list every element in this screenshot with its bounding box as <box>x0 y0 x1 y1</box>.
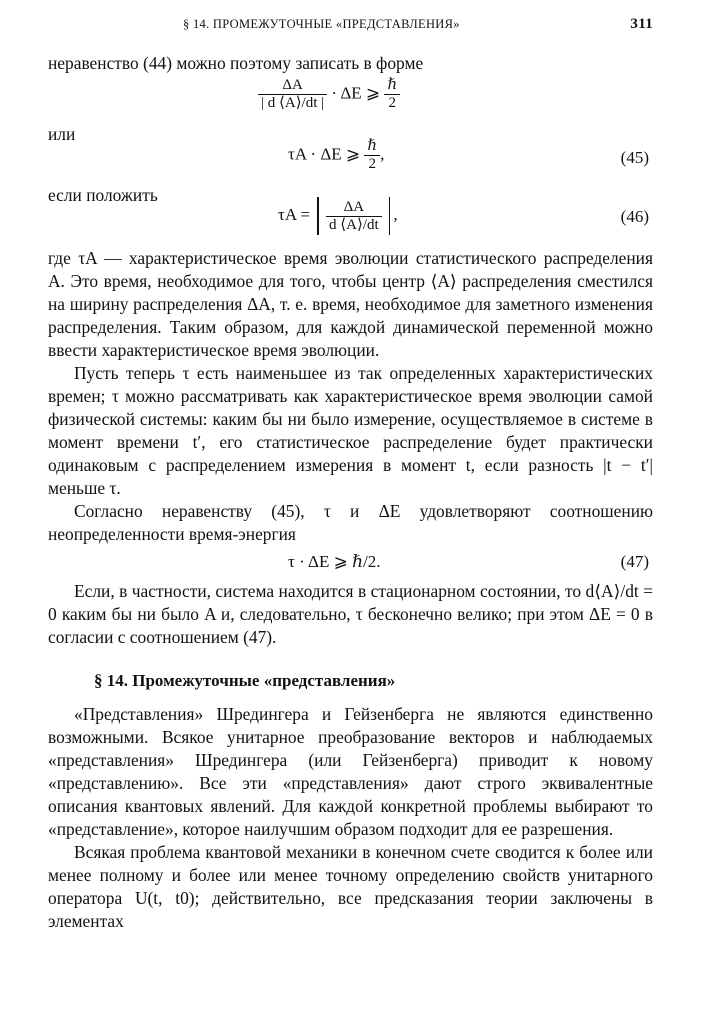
hbar-over-two <box>384 77 400 112</box>
paragraph-uncertainty-intro: Согласно неравенству (45), τ и ΔE удовлетворяют соотношению неопределенности время-энергия <box>48 501 653 544</box>
eq45-lhs: τA · ΔE ⩾ <box>288 144 361 164</box>
eq46-denominator: d ⟨A⟩/dt <box>329 216 379 233</box>
hbar: ℏ <box>384 77 400 95</box>
eq46-comma: , <box>393 204 398 224</box>
equation-46 <box>48 197 653 245</box>
hbar: ℏ <box>364 138 380 156</box>
paragraph-unitary-operator: Всякая проблема квантовой механики в конечном счете сводится к более или менее полному и более или менее точному определению свойств унитарного оператора U(t, t0); действительно, все предсказания теории заключены в элементах <box>48 842 653 931</box>
text-if-put: если положить <box>48 185 158 205</box>
abs-bar-left <box>317 197 319 235</box>
fraction <box>258 77 327 112</box>
eq46-fraction <box>326 199 382 234</box>
equation-47 <box>48 548 653 578</box>
two: 2 <box>368 156 376 172</box>
two: 2 <box>388 95 397 111</box>
equation-number-46: (46) <box>620 207 649 226</box>
running-header-title: § 14. ПРОМЕЖУТОЧНЫЕ «ПРЕДСТАВЛЕНИЯ» <box>183 17 460 31</box>
section-heading: § 14. Промежуточные «представления» <box>94 671 396 690</box>
running-header <box>48 16 653 42</box>
paragraph-representations: «Представления» Шредингера и Гейзенберга не являются единственно возможными. Всякое унитарное преобразование векторов и наблюдаемых «представления» Шредингера (или Гейзенберга) приводит к новому «представлению». Все эти «представления» дают строго эквивалентные описания квантовых явлений. Для каждой конкретной проблемы выбирают то «представление», которое наилучшим образом подходит для ее разрешения. <box>48 704 653 839</box>
equation-45 <box>48 138 653 182</box>
eq46-numerator: ΔA <box>326 199 382 217</box>
text-line-inequality-intro: неравенство (44) можно поэтому записать в форме <box>48 53 424 73</box>
paragraph-tau-a-definition: где τA — характеристическое время эволюции статистического распределения A. Это время, необходимое для того, чтобы центр ⟨A⟩ распределения сместился на ширину распределения ΔA, т. е. время, необходимое для заметного изменения распределения. Таким образом, для каждой динамической переменной можно ввести характеристическое время эволюции. <box>48 248 653 360</box>
abs-bar-right <box>389 197 391 235</box>
document-page <box>48 16 653 933</box>
text-word-or: или <box>48 124 76 144</box>
equation-number-47: (47) <box>620 552 649 571</box>
equation-number-45: (45) <box>620 148 649 167</box>
paragraph-tau-characteristic: Пусть теперь τ есть наименьшее из так определенных характеристических времен; τ можно рассматривать как характеристическое время эволюции самой физической системы: каким бы ни было измерение, осуществляемое в системе в момент времени t′, его статистическое распределение будет практически одинаковым с распределением измерения в момент t, если разность |t − t′| меньше τ. <box>48 363 653 498</box>
eq47-expression: τ · ΔE ⩾ ℏ/2. <box>288 552 381 571</box>
inequality-rest: · ΔE ⩾ <box>331 83 381 103</box>
fraction-numerator: ΔA <box>258 77 327 95</box>
paragraph-stationary-state: Если, в частности, система находится в стационарном состоянии, то d⟨A⟩/dt = 0 каким бы ни было A и, следовательно, τ бесконечно велико; при этом ΔE = 0 в согласии с соотношением (47). <box>48 581 653 647</box>
eq46-lhs: τA = <box>278 204 311 224</box>
eq45-comma: , <box>380 144 385 164</box>
eq45-hbar-over-two <box>364 138 380 173</box>
equation-inequality <box>48 77 653 121</box>
page-number: 311 <box>630 16 653 32</box>
fraction-denominator: | d ⟨A⟩/dt | <box>261 95 325 111</box>
